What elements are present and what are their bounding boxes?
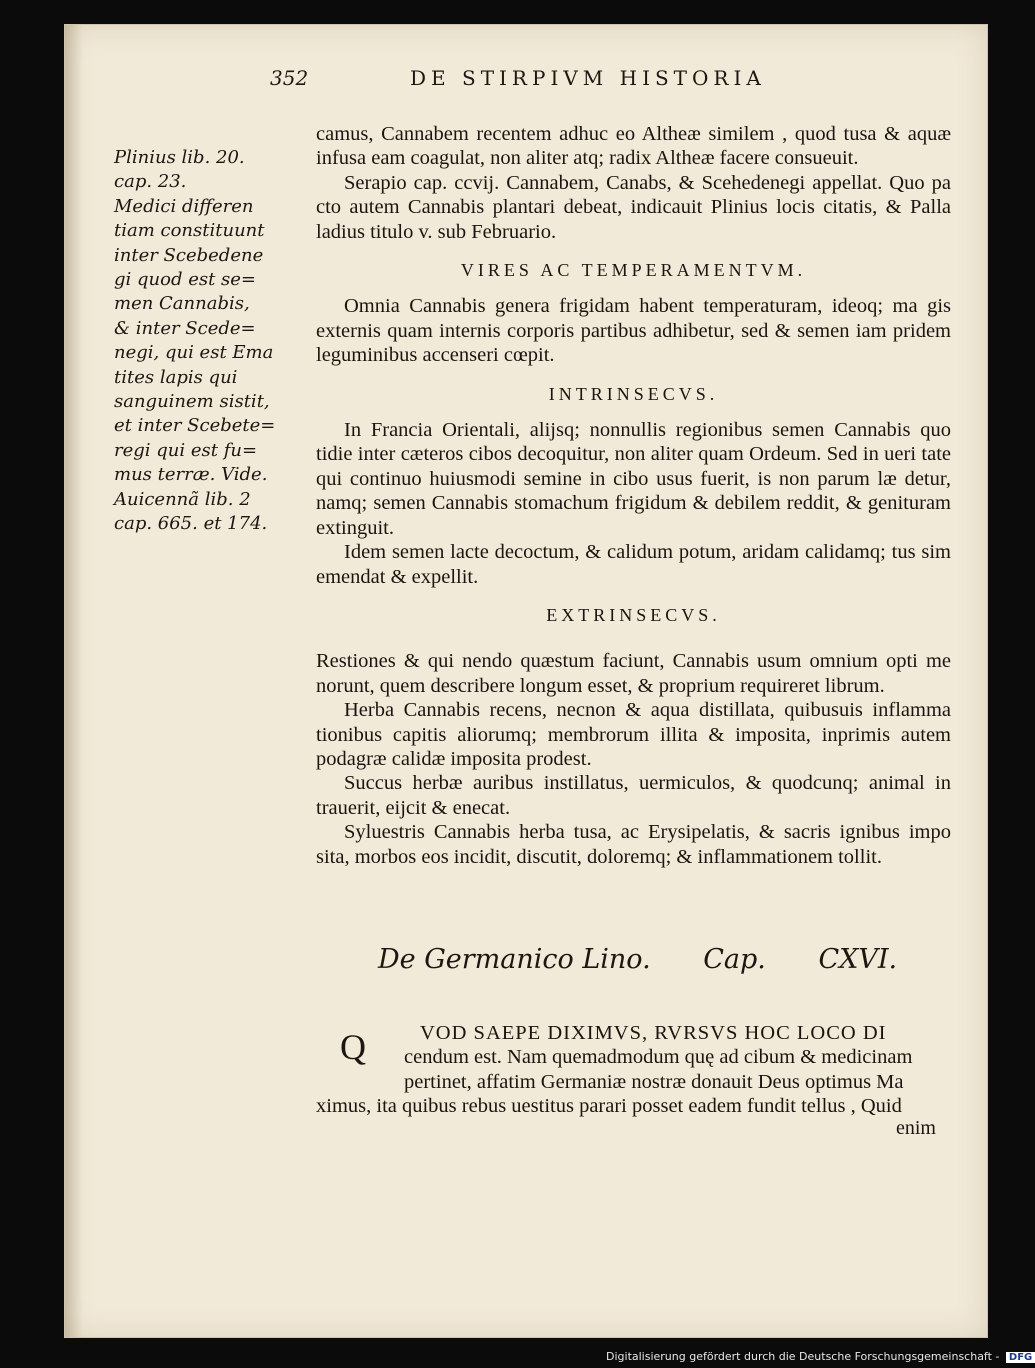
- margin-note-line: Plinius lib. 20.: [114, 147, 245, 168]
- chapter-intro: [316, 1021, 951, 1119]
- section-heading-vires: VIRES AC TEMPERAMENTVM.: [460, 260, 807, 281]
- margin-note-line: mus terræ. Vide.: [114, 464, 268, 486]
- intro-line: VOD SAEPE DIXIMVS, RVRSVS HOC LOCO DI: [420, 1022, 887, 1044]
- paragraph: camus, Cannabem recentem adhuc eo Altheæ similem , quod tusa & aquæ infusa eam coagulat, non aliter atq; radix Altheæ facere consueuit.: [316, 123, 951, 170]
- margin-note-line: Auicennã lib. 2: [114, 488, 251, 510]
- margin-note-line: tites lapis qui: [114, 366, 238, 388]
- page-number: 352: [270, 66, 309, 90]
- paragraph: In Francia Orientali, alijsq; nonnullis regionibus semen Cannabis quo tidie inter cæteros cibos decoquitur, non aliter quam Ordeum. Sed in ueri tate qui continuo huiusmodi semine in cibo usus fuerit, is non parum læ detur, namq; semen Cannabis stomachum frigidum & debilem reddit, & genituram extinguit.: [316, 419, 951, 539]
- margin-note-line: & inter Scede=: [114, 317, 256, 339]
- margin-note-line: et inter Scebete=: [114, 415, 276, 437]
- margin-note-line: cap. 23.: [114, 171, 187, 193]
- chapter-name: De Germanico Lino.: [378, 944, 651, 975]
- intro-line: ximus, ita quibus rebus uestitus parari posset eadem fundit tellus , Quid: [316, 1095, 902, 1118]
- section-heading-intrinsecus: INTRINSECVS.: [548, 383, 719, 404]
- chapter-label: Cap.: [703, 944, 766, 975]
- margin-note-line: sanguinem sistit,: [114, 391, 270, 413]
- paragraph: Syluestris Cannabis herba tusa, ac Erysipelatis, & sacris ignibus impo sita, morbos eos incidit, discutit, doloremq; & inflammationem tollit.: [316, 821, 951, 868]
- margin-note-line: cap. 665. et 174.: [114, 513, 268, 535]
- margin-note-line: men Cannabis,: [114, 293, 250, 315]
- paragraph: Omnia Cannabis genera frigidam habent temperaturam, ideoq; ma gis externis quam internis corporis partibus adhibetur, sed & semen iam pridem leguminibus accenseri cœpit.: [316, 295, 951, 367]
- dfg-logo: DFG: [1006, 1352, 1035, 1363]
- running-title: DE STIRPIVM HISTORIA: [410, 66, 766, 90]
- chapter-number: CXVI.: [818, 944, 898, 975]
- paragraph: Idem semen lacte decoctum, & calidum potum, aridam calidamq; tus sim emendat & expellit.: [316, 541, 951, 588]
- margin-note-line: inter Scebedene: [114, 244, 264, 266]
- marginal-notes: [114, 122, 324, 537]
- funding-footer: [606, 1350, 1035, 1363]
- paragraph: Herba Cannabis recens, necnon & aqua distillata, quibusuis inflamma tionibus capitis aliorumq; membrorum illita & imposita, inprimis autem podagræ calidæ imposita prodest.: [316, 699, 951, 770]
- margin-note-line: regi qui est fu=: [114, 439, 258, 461]
- margin-note-line: tiam constituunt: [114, 220, 265, 242]
- margin-note-line: negi, qui est Ema: [114, 342, 274, 364]
- paragraph: Serapio cap. ccvij. Cannabem, Canabs, & Scehedenegi appellat. Quo pa cto autem Cannabis plantari debeat, indicauit Plinius locis citatis, & Palla ladius titulo v. sub Februario.: [316, 171, 951, 243]
- paragraph: Succus herbæ auribus instillatus, uermiculos, & quodcunq; animal in trauerit, eijcit & enecat.: [316, 772, 951, 819]
- paragraph: Restiones & qui nendo quæstum faciunt, Cannabis usum omnium opti me norunt, quem describere longum esset, & proprium requireret librum.: [316, 650, 951, 697]
- margin-note-line: gi quod est se=: [114, 269, 257, 291]
- drop-capital: Q: [340, 1027, 366, 1067]
- chapter-title: [378, 944, 941, 975]
- main-text: [316, 122, 951, 869]
- intro-line: cendum est. Nam quemadmodum quę ad cibum & medicinam: [404, 1046, 913, 1069]
- section-heading-extrinsecus: EXTRINSECVS.: [546, 604, 721, 625]
- intro-line: pertinet, affatim Germaniæ nostræ donauit Deus optimus Ma: [404, 1070, 904, 1093]
- catchword: enim: [896, 1117, 936, 1139]
- margin-note-line: Medici differen: [114, 195, 254, 217]
- funding-text: Digitalisierung gefördert durch die Deutsche Forschungsgemeinschaft -: [606, 1350, 1000, 1363]
